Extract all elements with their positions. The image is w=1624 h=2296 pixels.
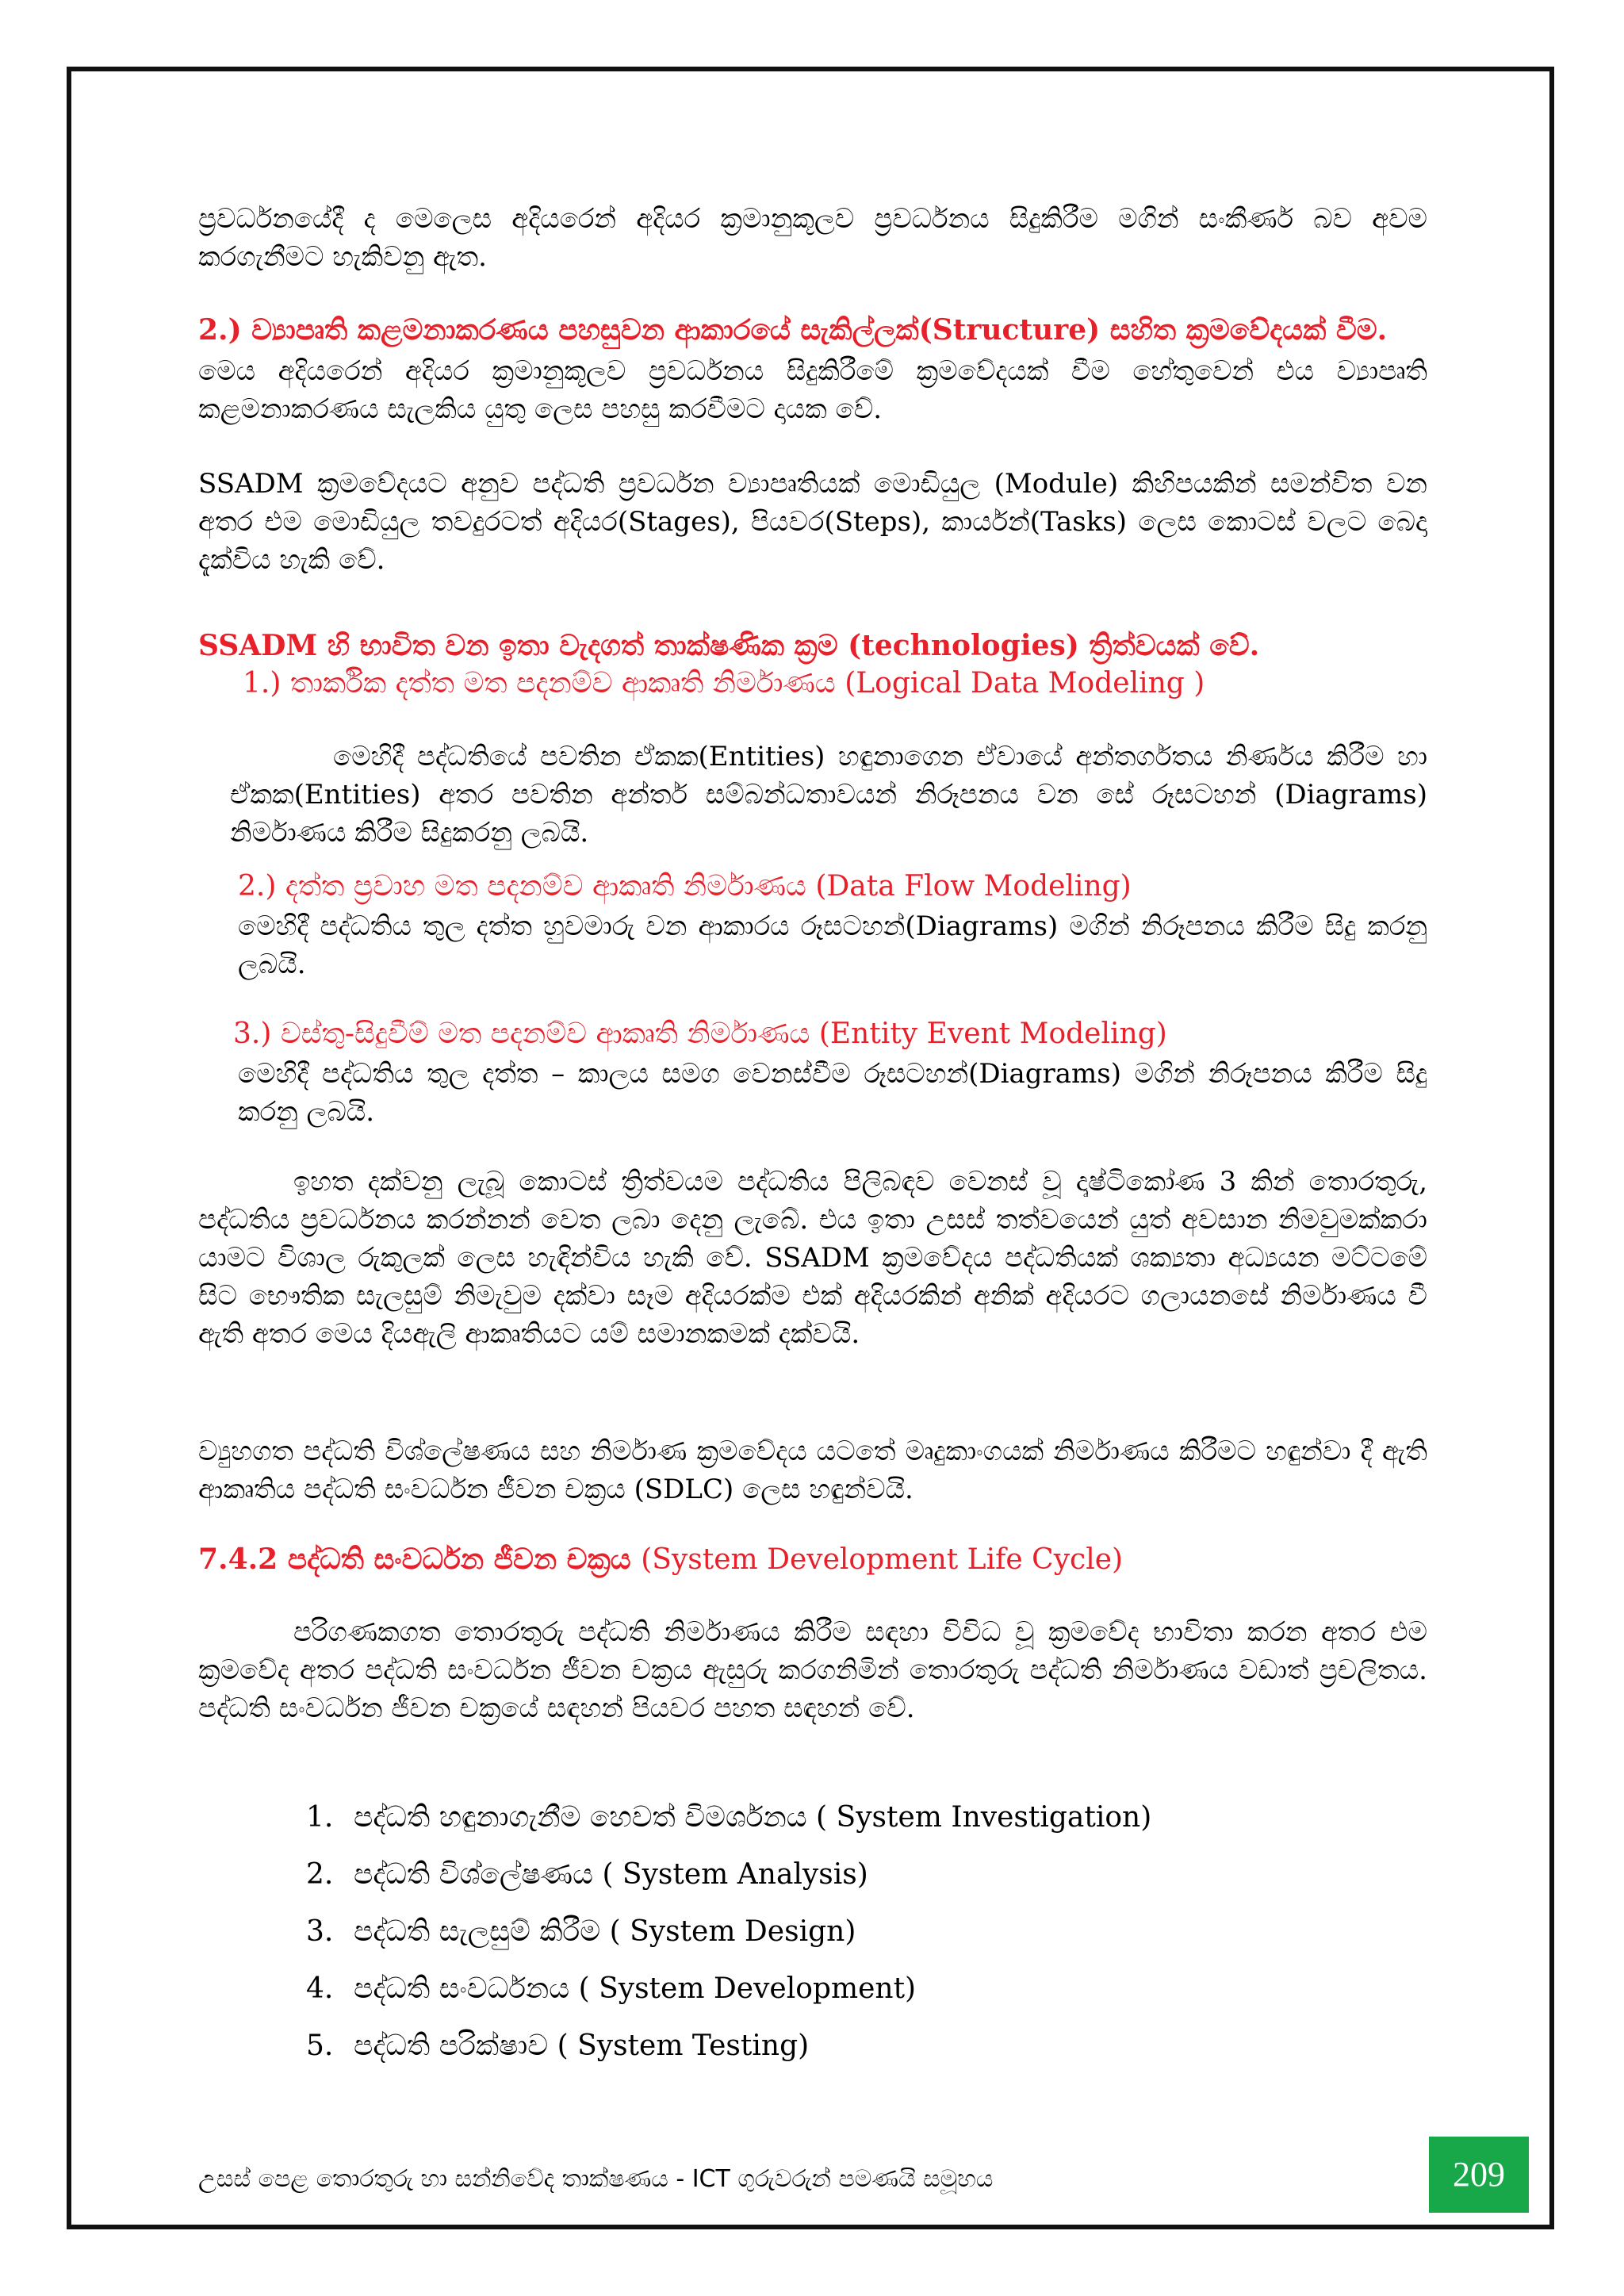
paragraph-structure: මෙය අදියරෙන් අදියර ක්‍රමානුකූලව ප්‍රවර්ධනය සිදුකිරීමේ ක්‍රමවේදයක් වීම හේතුවෙන් එය ව්‍යාපෘති කළමනාකරණය සැලකිය යුතු ලෙස පහසු කරවීමට දායක වේ. — [198, 355, 1427, 425]
sdlc-steps-list — [306, 1789, 1427, 2075]
paragraph-data-flow-modeling: මෙහිදී පද්ධතිය තුල දත්ත හුවමාරු වන ආකාරය රූසටහන්(Diagrams) මගින් නිරූපනය කිරීම සිදු කරනු ලබයි. — [238, 910, 1427, 980]
subheading-data-flow-modeling: 2.) දත්ත ප්‍රවාහ මත පදනම්ව ආකෘති නිර්මාණය (Data Flow Modeling) — [238, 870, 1132, 903]
page-number-badge: 209 — [1429, 2137, 1529, 2213]
heading-sdlc-en: (System Development Life Cycle) — [641, 1543, 1124, 1576]
heading-sdlc-si: 7.4.2 පද්ධති සංවර්ධන ජීවන චක්‍රය — [198, 1543, 631, 1576]
paragraph-logical-data-modeling: මෙහිදී පද්ධතියේ පවතින ඒකක(Entities) හඳුනාගෙන ඒවායේ අන්තර්ගතය නිර්ණය කිරීම හා ඒකක(Entities) අතර පවතින අන්තර් සම්බන්ධතාවයන් නිරූපනය වන සේ රූසටහන් (Diagrams) නිර්මාණය කිරීම සිදුකරනු ලබයි. — [230, 741, 1427, 849]
paragraph-sdlc-description: පරිගණකගත තොරතුරු පද්ධති නිර්මාණය කිරීම සඳහා විවිධ වූ ක්‍රමවේද භාවිතා කරන අතර එම ක්‍රමවේද අතර පද්ධති සංවර්ධන ජීවන චක්‍රය ඇසුරු කරගනිමින් තොරතුරු පද්ධති නිර්මාණය වඩාත් ප්‍රචලිතය. පද්ධති සංවර්ධන ජීවන චක්‍රයේ සඳහන් පියවර පහත සඳහන් වේ. — [198, 1616, 1427, 1724]
list-item: 2. පද්ධති විශ්ලේෂණය ( System Analysis) — [306, 1858, 868, 1891]
list-item: 3. පද්ධති සැලසුම් කිරීම ( System Design) — [306, 1915, 856, 1948]
subheading-logical-data-modeling: 1.) තාර්කික දත්ත මත පදනම්ව ආකෘති නිර්මාණය (Logical Data Modeling ) — [243, 667, 1205, 700]
heading-sdlc — [198, 1540, 1427, 1579]
heading-technologies: SSADM හි භාවිත වන ඉතා වැදගත් තාක්ෂණික ක්‍රම (technologies) ත්‍රිත්වයක් වේ. — [198, 629, 1260, 662]
paragraph-entity-event-modeling: මෙහිදී පද්ධතිය තුල දත්ත – කාලය සමග වෙනස්වීම රූසටහන්(Diagrams) මගින් නිරූපනය කිරීම සිදු කරනු ලබයි. — [238, 1058, 1427, 1128]
heading-structure: 2.) ව්‍යාපෘති කළමනාකරණය පහසුවන ආකාරයේ සැකිල්ලක්(Structure) සහිත ක්‍රමවේදයක් වීම. — [198, 313, 1388, 347]
list-item: 4. පද්ධති සංවර්ධනය ( System Development) — [306, 1972, 917, 2005]
paragraph-summary: ඉහත දක්වනු ලැබූ කොටස් ත්‍රිත්වයම පද්ධතිය පිලිබඳව වෙනස් වූ දෘෂ්ටිකෝණ 3 කින් තොරතුරු, පද්ධතිය ප්‍රවර්ධනය කරන්නන් වෙත ලබා දෙනු ලැබේ. එය ඉතා උසස් තත්වයෙන් යුත් අවසාන නිමවුමක්කරා යාමට විශාල රුකුලක් ලෙස හැඳින්විය හැකි වේ. SSADM ක්‍රමවේදය පද්ධතියක් ශක්‍යතා අධ්‍යයන මට්ටමේ සිට භෞතික සැලසුම් නිමැවුම දක්වා සෑම අදියරක්ම එක් අදියරකින් අනික් අදියරට ගලායනසේ නිර්මාණය වී ඇති අතර මෙය දියඇලි ආකෘතියට යම් සමානකමක් දක්වයි. — [198, 1166, 1427, 1350]
list-item: 5. පද්ධති පරික්ෂාව ( System Testing) — [306, 2030, 810, 2062]
footer-text: උසස් පෙළ තොරතුරු හා සන්නිවේද තාක්ෂණය - ICT ගුරුවරුන් පමණයි සමූහය — [198, 2165, 994, 2193]
paragraph-intro: ප්‍රවර්ධනයේදී ද මෙලෙස අදියරෙන් අදියර ක්‍රමානුකූලව ප්‍රවර්ධනය සිදුකිරීම මගින් සංකීර්ණ බව අවම කරගැනීමට හැකිවනු ඇත. — [198, 203, 1427, 273]
paragraph-sdlc-intro: ව්‍යුහගත පද්ධති විශ්ලේෂණය සහ නිර්මාණ ක්‍රමවේදය යටතේ මෘදුකාංගයක් නිර්මාණය කිරීමට හඳුන්වා දී ඇති ආකෘතිය පද්ධති සංවර්ධන ජීවන චක්‍රය (SDLC) ලෙස හඳුන්වයි. — [198, 1435, 1427, 1505]
list-item: 1. පද්ධති හඳුනාගැනීම හෙවත් විමර්ශනය ( System Investigation) — [306, 1801, 1152, 1834]
subheading-entity-event-modeling: 3.) වස්තු-සිදුවීම් මත පදනම්ව ආකෘති නිර්මාණය (Entity Event Modeling) — [233, 1018, 1167, 1050]
paragraph-ssadm-modules: SSADM ක්‍රමවේදයට අනුව පද්ධති ප්‍රවර්ධන ව්‍යාපෘතියක් මොඩියුල (Module) කිහිපයකින් සමන්විත වන අතර එම මොඩියුල තවදුරටත් අදියර(Stages), පියවර(Steps), කාර්යන්(Tasks) ලෙස කොටස් වලට බෙදා දැක්විය හැකි වේ. — [198, 468, 1427, 576]
